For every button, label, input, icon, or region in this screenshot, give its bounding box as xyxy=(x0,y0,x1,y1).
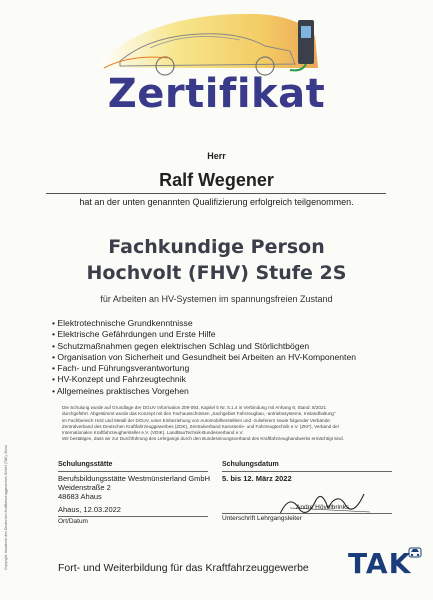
salutation: Herr xyxy=(207,151,226,161)
list-item: • Fach- und Führungsverantwortung xyxy=(52,363,356,374)
tak-logo xyxy=(348,545,422,581)
list-item: • Allgemeines praktisches Vorgehen xyxy=(52,386,356,397)
certificate-title: Zertifikat xyxy=(107,71,326,117)
training-site-line3: 48683 Ahaus xyxy=(58,492,102,501)
car-icon xyxy=(408,545,422,559)
list-item: • Elektrische Gefährdungen und Erste Hilfe xyxy=(52,329,356,340)
fine-print-line: Die Schulung wurde auf Grundlage der DGUV Information 209-093, Kapitel 5 Nr. 5.1.4 in Verbindung mit Anhang 6; Stand: 8/2021 xyxy=(62,405,327,410)
qualification-title-line2: Hochvolt (FHV) Stufe 2S xyxy=(86,262,347,284)
copyright-side-text: Copyright: Akademie des Deutschen Kraftfahrzeuggewerbes GmbH (TAK), Bonn xyxy=(4,445,8,570)
signature-name: Andre Hövelbrinks xyxy=(296,504,350,511)
logo-text: TAK xyxy=(348,547,412,580)
fine-print-line: Zentralverband des Deutschen Kraftfahrzeuggewerbes (ZDK), Zentralverband Karosserie- und Fahrzeugtechnik e.V. (ZKF), Verband der xyxy=(62,423,340,429)
recipient-name: Ralf Wegener xyxy=(159,170,274,190)
list-item: • Organisation von Sicherheit und Gesundheit bei Arbeiten an HV-Komponenten xyxy=(52,352,356,363)
participation-statement: hat an der unten genannten Qualifizierung erfolgreich teilgenommen. xyxy=(79,197,354,207)
place-date-value: Ahaus, 12.03.2022 xyxy=(58,505,121,514)
qualification-title-line1: Fachkundige Person xyxy=(108,236,325,258)
list-item: • Schutzmaßnahmen gegen elektrischen Schlag und Störlichtbögen xyxy=(52,341,356,352)
divider xyxy=(58,516,208,517)
training-site-line1: Berufsbildungsstätte Westmünsterland GmbH xyxy=(58,474,211,483)
training-site-label: Schulungsstätte xyxy=(58,461,113,468)
name-underline xyxy=(46,193,386,194)
footer-text: Fort- und Weiterbildung für das Kraftfahrzeuggewerbe xyxy=(58,562,309,574)
fine-print-line: durchgeführt. Abgestimmt wurde das Konzept mit den Fachausschüssen „Sachgebiet Fahrzeugbau, -antriebssysteme, Instandhaltung" xyxy=(62,411,336,417)
place-date-label: Ort/Datum xyxy=(58,518,88,525)
training-site-line2: Weidenstraße 2 xyxy=(58,483,111,492)
fine-print-line: Internationalen Kraftfahrzeughersteller e.V. (VDIK), LandBauTechnik-Bundesverband e.V. xyxy=(62,430,244,436)
topics-list xyxy=(52,318,356,397)
signature-label: Unterschrift Lehrgangsleiter xyxy=(222,515,302,522)
training-date-value: 5. bis 12. März 2022 xyxy=(222,474,292,483)
list-item: • HV-Konzept und Fahrzeugtechnik xyxy=(52,374,356,385)
fine-print-line: im Fachbereich Holz und Metall der DGUV, unter Einbeziehung von Automobilherstellern und -zulieferern sowie folgender Verbände: xyxy=(62,417,331,423)
fine-print-line: Wir bestätigen, dass wir zur Durchführung des Lehrgangs durch den Bundesinnungsverband des Kraftfahrzeughandwerks ermächtigt sind. xyxy=(62,436,344,442)
qualification-scope: für Arbeiten an HV-Systemen im spannungsfreien Zustand xyxy=(100,294,333,304)
list-item: • Elektrotechnische Grundkenntnisse xyxy=(52,318,356,329)
divider xyxy=(58,471,208,472)
divider xyxy=(222,471,392,472)
divider xyxy=(222,513,392,514)
car-charging-illustration xyxy=(90,6,330,78)
training-date-label: Schulungsdatum xyxy=(222,461,279,468)
fine-print xyxy=(62,405,412,443)
